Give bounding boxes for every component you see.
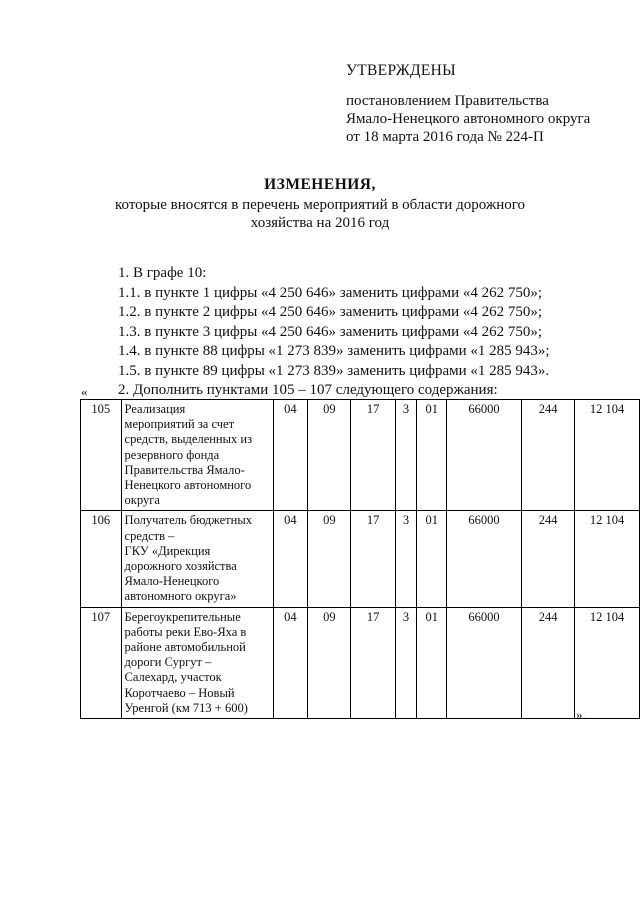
item-number-cell: 107	[81, 607, 122, 718]
section-cell: 04	[273, 511, 308, 607]
item-name-line: резервного фонда	[124, 447, 220, 462]
item-name-line: дорожного хозяйства	[124, 559, 237, 574]
item-name-line: районе автомобильной	[124, 640, 246, 655]
code-cell: 66000	[447, 607, 522, 718]
item-name-line: средств, выделенных из	[124, 432, 253, 447]
subsection-cell: 09	[308, 400, 351, 511]
item-name-line: Правительства Ямало-	[124, 462, 245, 477]
document-subtitle	[60, 196, 580, 232]
amount-cell: 12 104	[575, 607, 640, 718]
event-cell: 01	[417, 511, 447, 607]
item-name-cell	[121, 400, 273, 511]
item-name-line: Реализация	[124, 402, 186, 416]
section-cell: 04	[273, 607, 308, 718]
subprogram-cell: 3	[395, 607, 417, 718]
closing-quote: ».	[576, 707, 586, 722]
item-name-line: средств –	[124, 528, 175, 543]
item-name-line: мероприятий за счет	[124, 417, 235, 432]
decree-line: от 18 марта 2016 года № 224-П	[346, 129, 544, 145]
amount-cell: 12 104	[575, 511, 640, 607]
list-item: 1.2. в пункте 2 цифры «4 250 646» заменить цифрами «4 262 750»;	[118, 304, 543, 320]
subtitle-line: хозяйства на 2016 год	[250, 215, 390, 231]
table-row	[81, 607, 640, 718]
changes-table	[80, 399, 640, 719]
list-item: 1.4. в пункте 88 цифры «1 273 839» заменить цифрами «1 285 943»;	[118, 343, 550, 359]
item-name-line: автономного округа»	[124, 589, 237, 604]
code-cell: 66000	[447, 511, 522, 607]
item-number-cell: 106	[81, 511, 122, 607]
item-name-line: Берегоукрепительные	[124, 609, 241, 624]
subtitle-line: которые вносятся в перечень мероприятий в области дорожного	[115, 197, 525, 213]
list-item: 1.3. в пункте 3 цифры «4 250 646» заменить цифрами «4 262 750»;	[118, 323, 543, 340]
list-item: 2. Дополнить пунктами 105 – 107 следующего содержания:	[118, 382, 498, 398]
decree-reference	[346, 92, 590, 146]
expense-type-cell: 244	[521, 511, 574, 607]
decree-line: Ямало-Ненецкого автономного округа	[346, 111, 591, 127]
expense-type-cell: 244	[521, 607, 574, 718]
program-cell: 17	[351, 607, 395, 718]
item-name-cell	[121, 511, 273, 607]
section-cell: 04	[273, 400, 308, 511]
subprogram-cell: 3	[395, 511, 417, 607]
item-number-cell: 105	[81, 400, 122, 511]
decree-line: постановлением Правительства	[346, 93, 549, 109]
changes-list	[118, 264, 550, 401]
item-name-line: ГКУ «Дирекция	[124, 543, 211, 558]
table-row	[81, 400, 640, 511]
code-cell: 66000	[447, 400, 522, 511]
list-item: 1. В графе 10:	[118, 265, 207, 281]
approval-heading: УТВЕРЖДЕНЫ	[346, 62, 456, 79]
item-name-line: Коротчаево – Новый	[124, 685, 235, 700]
item-name-line: Ямало-Ненецкого	[124, 574, 220, 589]
program-cell: 17	[351, 511, 395, 607]
item-name-line: работы реки Ево-Яха в	[124, 624, 247, 639]
event-cell: 01	[417, 607, 447, 718]
list-item: 1.5. в пункте 89 цифры «1 273 839» заменить цифрами «1 285 943».	[118, 362, 550, 379]
subsection-cell: 09	[308, 607, 351, 718]
list-item: 1.1. в пункте 1 цифры «4 250 646» заменить цифрами «4 262 750»;	[118, 284, 543, 301]
expense-type-cell: 244	[521, 400, 574, 511]
item-name-line: дороги Сургут –	[124, 655, 212, 670]
opening-quote: «	[81, 384, 88, 399]
subsection-cell: 09	[308, 511, 351, 607]
program-cell: 17	[351, 400, 395, 511]
event-cell: 01	[417, 400, 447, 511]
table-row	[81, 511, 640, 607]
item-name-line: Уренгой (км 713 + 600)	[124, 700, 248, 715]
item-name-line: Получатель бюджетных	[124, 513, 252, 528]
item-name-cell	[121, 607, 273, 718]
item-name-line: Салехард, участок	[124, 670, 222, 685]
item-name-line: Ненецкого автономного	[124, 478, 252, 493]
document-title: ИЗМЕНЕНИЯ,	[264, 176, 376, 193]
subprogram-cell: 3	[395, 400, 417, 511]
amount-cell: 12 104	[575, 400, 640, 511]
item-name-line: округа	[124, 493, 160, 508]
